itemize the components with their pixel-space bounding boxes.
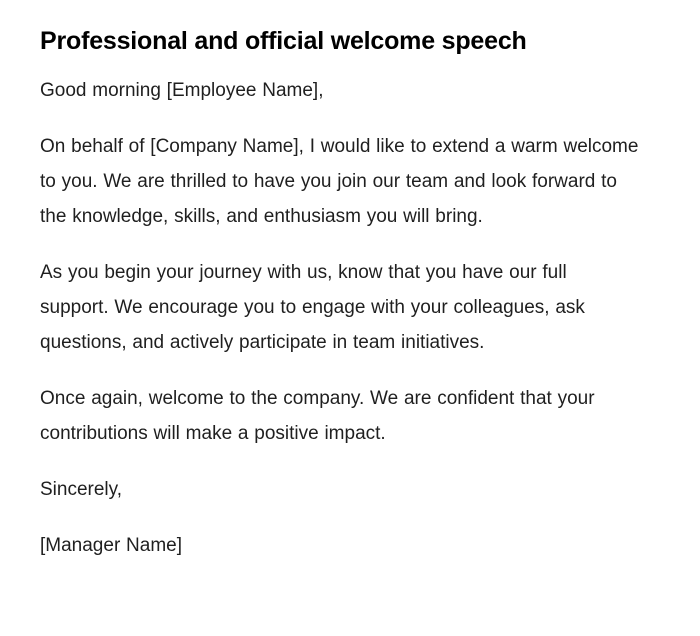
- body-paragraph-1: On behalf of [Company Name], I would like to extend a warm welcome to you. We are thrilled to have you join our team and look forward to the knowledge, skills, and enthusiasm you will bring.: [40, 136, 639, 227]
- body-paragraph-2: As you begin your journey with us, know that you have our full support. We encourage you to engage with your colleagues, ask questions, and actively participate in team initiatives.: [40, 262, 585, 353]
- document-page: [40, 24, 640, 584]
- document-title: Professional and official welcome speech: [40, 27, 527, 55]
- closing: Sincerely,: [40, 479, 123, 500]
- greeting: Good morning [Employee Name],: [40, 80, 324, 101]
- signature: [Manager Name]: [40, 535, 183, 556]
- body-paragraph-3: Once again, welcome to the company. We are confident that your contributions will make a positive impact.: [40, 388, 595, 444]
